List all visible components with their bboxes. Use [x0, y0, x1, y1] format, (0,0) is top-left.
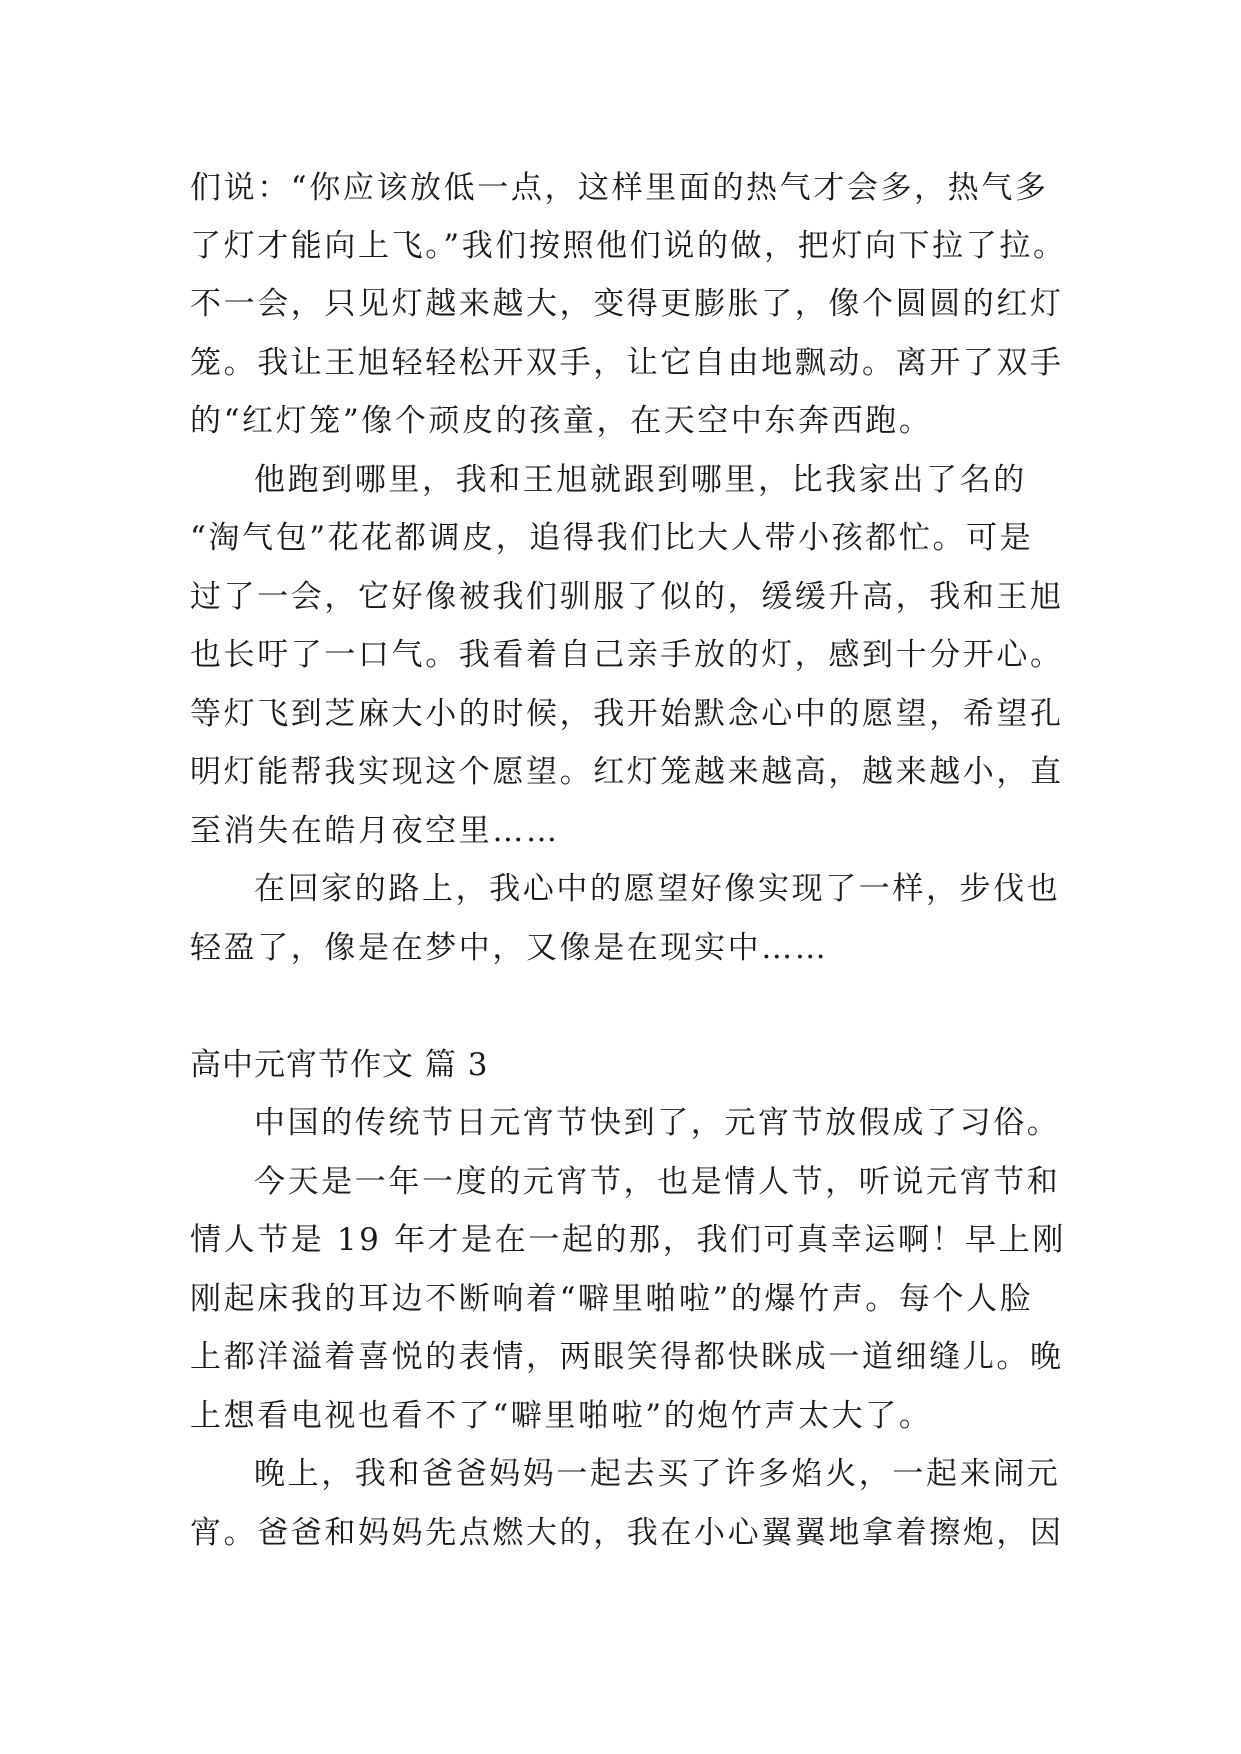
text-line: 他跑到哪里，我和王旭就跟到哪里，比我家出了名的 [254, 462, 1027, 498]
text-line: 不一会，只见灯越来越大，变得更膨胀了，像个圆圆的红灯 [190, 286, 1064, 322]
text-line: 了灯才能向上飞。”我们按照他们说的做，把灯向下拉了拉。 [190, 228, 1067, 264]
text-line: 的“红灯笼”像个顽皮的孩童，在天空中东奔西跑。 [190, 403, 933, 439]
text-line: “淘气包”花花都调皮，追得我们比大人带小孩都忙。可是 [190, 520, 1034, 556]
text-line: 过了一会，它好像被我们驯服了似的，缓缓升高，我和王旭 [190, 579, 1064, 615]
text-line: 也长吁了一口气。我看着自己亲手放的灯，感到十分开心。 [190, 637, 1064, 673]
text-line: 等灯飞到芝麻大小的时候，我开始默念心中的愿望，希望孔 [190, 696, 1064, 732]
text-line: 们说：“你应该放低一点，这样里面的热气才会多，热气多 [190, 170, 1049, 206]
text-line: 笼。我让王旭轻轻松开双手，让它自由地飘动。离开了双手 [190, 345, 1064, 381]
text-line: 中国的传统节日元宵节快到了，元宵节放假成了习俗。 [254, 1105, 1061, 1141]
text-line: 在回家的路上，我心中的愿望好像实现了一样，步伐也 [254, 871, 1061, 907]
text-line: 明灯能帮我实现这个愿望。红灯笼越来越高，越来越小，直 [190, 754, 1064, 790]
text-line: 轻盈了，像是在梦中，又像是在现实中…… [190, 930, 829, 966]
text-line: 今天是一年一度的元宵节，也是情人节，听说元宵节和 [254, 1164, 1061, 1200]
text-line: 晚上，我和爸爸妈妈一起去买了许多焰火，一起来闹元 [254, 1456, 1061, 1492]
text-line: 上想看电视也看不了“噼里啪啦”的炮竹声太大了。 [190, 1398, 933, 1434]
text-line: 情人节是 19 年才是在一起的那，我们可真幸运啊！早上刚 [190, 1222, 1066, 1258]
text-line: 宵。爸爸和妈妈先点燃大的，我在小心翼翼地拿着擦炮，因 [190, 1515, 1064, 1551]
text-line: 上都洋溢着喜悦的表情，两眼笑得都快眯成一道细缝儿。晚 [190, 1339, 1064, 1375]
text-line: 至消失在皓月夜空里…… [190, 813, 560, 849]
section-title: 高中元宵节作文 篇 3 [190, 1047, 489, 1083]
text-line: 刚起床我的耳边不断响着“噼里啪啦”的爆竹声。每个人脸 [190, 1281, 1034, 1317]
